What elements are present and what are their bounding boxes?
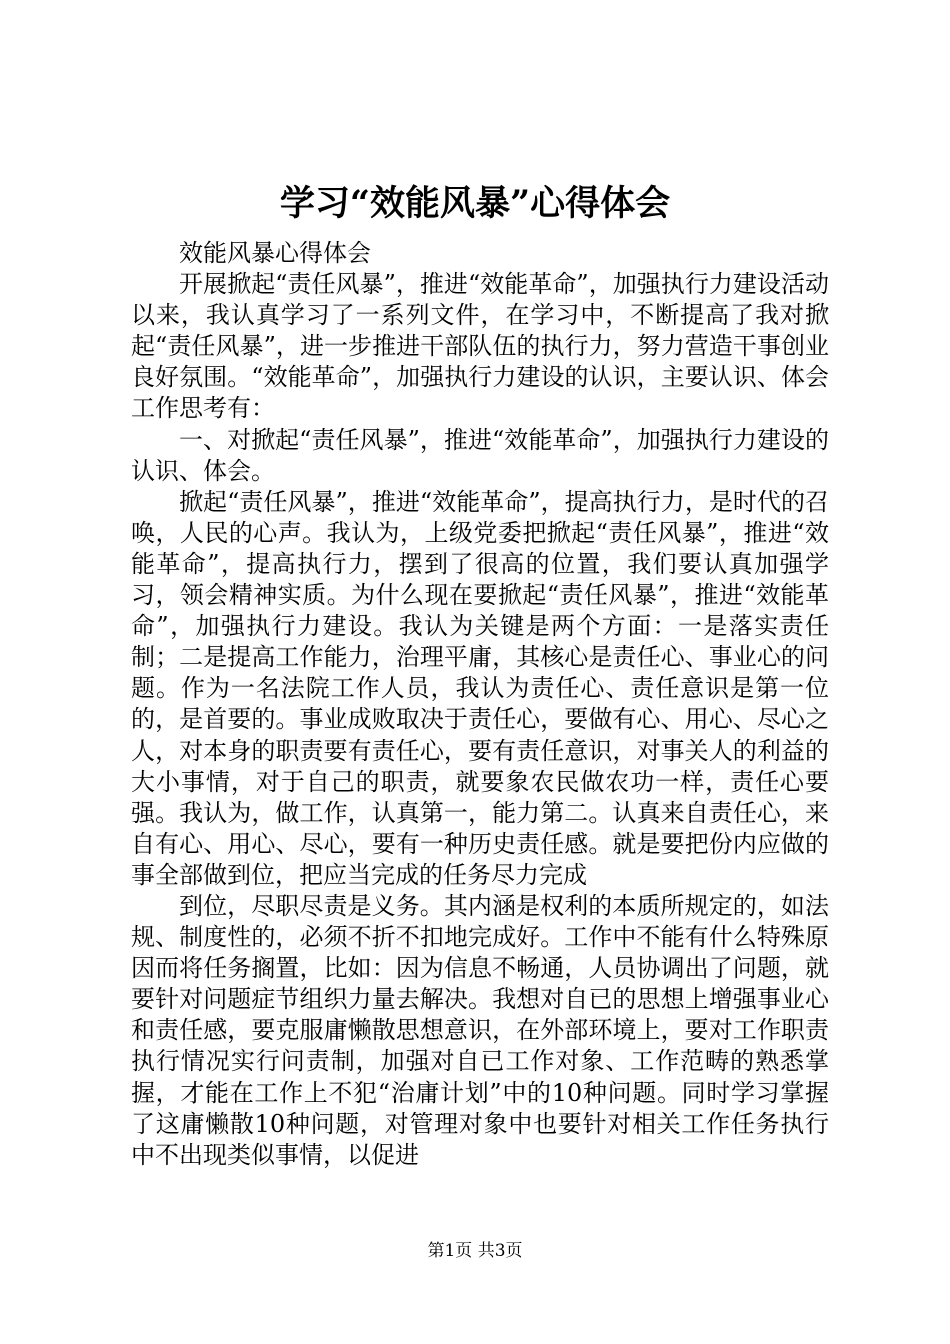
paragraph-main: 掀起“责任风暴”，推进“效能革命”，提高执行力，是时代的召唤，人民的心声。我认为，上级党委把掀起“责任风暴”，推进“效能革命”，提高执行力，摆到了很高的位置，我们要认真加强学习，领会精神实质。为什么现在要掀起“责任风暴”，推进“效能革命”，加强执行力建设。我认为关键是两个方面：一是落实责任制；二是提高工作能力，治理平庸，其核心是责任心、事业心的问题。作为一名法院工作人员，我认为责任心、责任意识是第一位的，是首要的。事业成败取决于责任心，要做有心、用心、尽心之人，对本身的职责要有责任心，要有责任意识，对事关人的利益的大小事情，对于自己的职责，就要象农民做农功一样，责任心要强。我认为，做工作，认真第一，能力第二。认真来自责任心，来自有心、用心、尽心，要有一种历史责任感。就是要把份内应做的事全部做到位，把应当完成的任务尽力完成 xyxy=(131,487,829,889)
paragraph-subtitle: 效能风暴心得体会 xyxy=(179,239,371,267)
paragraph-section-heading: 一、对掀起“责任风暴”，推进“效能革命”，加强执行力建设的认识、体会。 xyxy=(131,425,829,485)
page-number-footer: 第1页 共3页 xyxy=(427,1241,523,1261)
document-body xyxy=(131,238,829,1171)
paragraph-continued: 到位，尽职尽责是义务。其内涵是权利的本质所规定的，如法规、制度性的，必须不折不扣地完成好。工作中不能有什么特殊原因而将任务搁置，比如：因为信息不畅通，人员协调出了问题，就要针对问题症节组织力量去解决。我想对自已的思想上增强事业心和责任感，要克服庸懒散思想意识，在外部环境上，要对工作职责执行情况实行问责制，加强对自已工作对象、工作范畴的熟悉掌握，才能在工作上不犯“治庸计划”中的10种问题。同时学习掌握了这庸懒散10种问题，对管理对象中也要针对相关工作任务执行中不出现类似事情，以促进 xyxy=(131,891,829,1169)
paragraph-intro: 开展掀起“责任风暴”，推进“效能革命”，加强执行力建设活动以来，我认真学习了一系列文件，在学习中，不断提高了我对掀起“责任风暴”，进一步推进干部队伍的执行力，努力营造干事创业良好氛围。“效能革命”，加强执行力建设的认识，主要认识、体会工作思考有： xyxy=(131,270,829,423)
document-title: 学习“效能风暴”心得体会 xyxy=(279,183,671,224)
